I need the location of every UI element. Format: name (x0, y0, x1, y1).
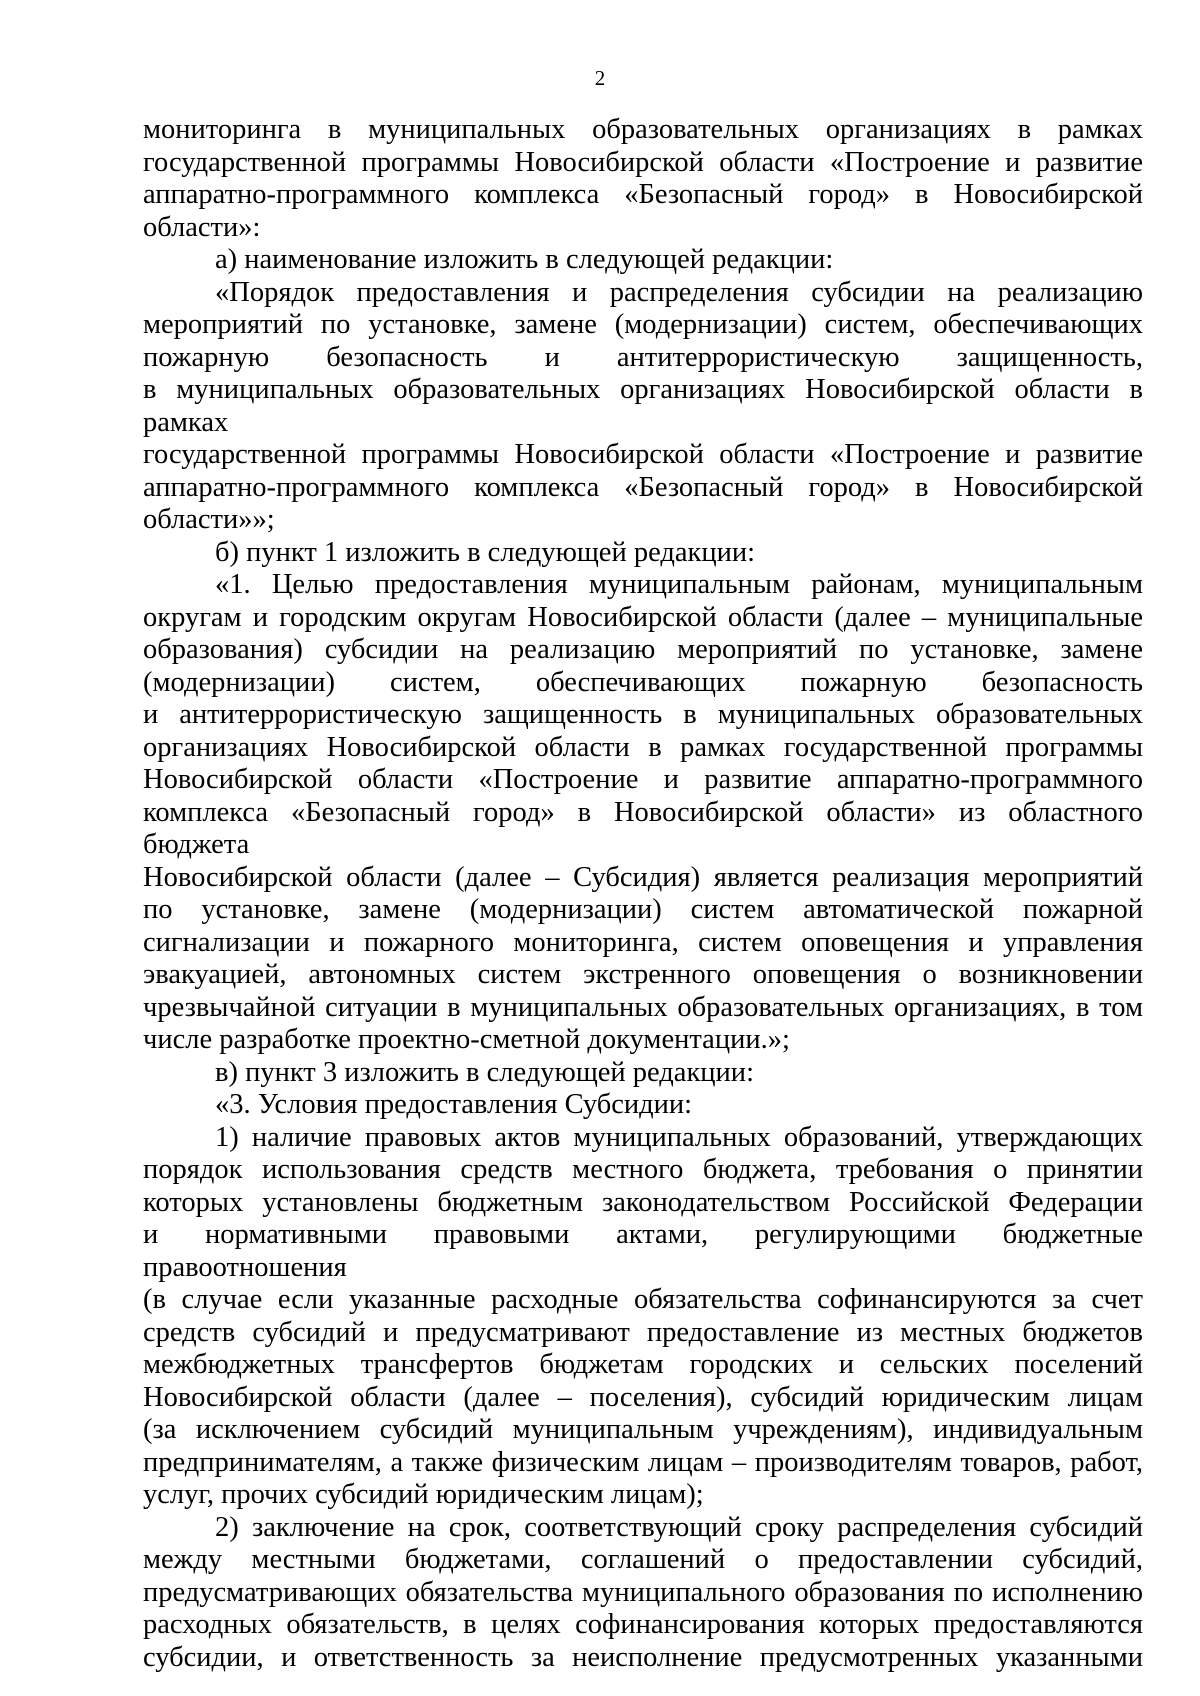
text-line: и антитеррористическую защищенность в муниципальных образовательных (143, 699, 1143, 730)
text-line: «1. Целью предоставления муниципальным районам, муниципальным (215, 569, 1143, 600)
text-line: области»»; (143, 504, 275, 535)
text-line: 1) наличие правовых актов муниципальных образований, утверждающих (215, 1121, 1143, 1153)
text-line: услуг, прочих субсидий юридическим лицам); (143, 1479, 704, 1510)
text-line: по установке, замене (модернизации) систем автоматической пожарной (143, 894, 1143, 925)
page-number: 2 (594, 66, 606, 90)
text-line: числе разработке проектно-сметной документации.»; (143, 1024, 790, 1055)
text-line: в) пункт 3 изложить в следующей редакции: (215, 1056, 754, 1088)
text-line: государственной программы Новосибирской области «Построение и развитие (143, 146, 1143, 178)
text-line: расходных обязательств, в целях софинансирования которых предоставляются (143, 1609, 1143, 1640)
text-line: образования) субсидии на реализацию мероприятий по установке, замене (143, 634, 1143, 665)
text-line: предусматривающих обязательства муниципального образования по исполнению (143, 1576, 1143, 1608)
text-line: Новосибирской области (далее – Субсидия) является реализация мероприятий (143, 861, 1143, 893)
text-line: Новосибирской области «Построение и развитие аппаратно-программного (143, 764, 1143, 795)
text-line: межбюджетных трансфертов бюджетам городских и сельских поселений (143, 1349, 1143, 1380)
text-line: мониторинга в муниципальных образовательных организациях в рамках (143, 114, 1143, 145)
text-line: средств субсидий и предусматривают предоставление из местных бюджетов (143, 1316, 1143, 1348)
text-line: Новосибирской области (далее – поселения), субсидий юридическим лицам (143, 1381, 1143, 1413)
text-line: «3. Условия предоставления Субсидии: (215, 1089, 693, 1120)
text-line: «Порядок предоставления и распределения субсидии на реализацию (215, 276, 1143, 308)
document-body (143, 114, 1143, 1674)
text-line: и нормативными правовыми актами, регулирующими бюджетные правоотношения (143, 1219, 1143, 1283)
text-line: (в случае если указанные расходные обязательства софинансируются за счет (143, 1284, 1143, 1315)
text-line: мероприятий по установке, замене (модернизации) систем, обеспечивающих (143, 309, 1143, 340)
text-line: порядок использования средств местного бюджета, требования о принятии (143, 1154, 1143, 1185)
text-line: аппаратно-программного комплекса «Безопасный город» в Новосибирской (143, 471, 1143, 503)
text-line: государственной программы Новосибирской области «Построение и развитие (143, 439, 1143, 470)
text-line: пожарную безопасность и антитеррористическую защищенность, (143, 341, 1143, 373)
text-line: области»: (143, 211, 261, 243)
text-line: а) наименование изложить в следующей редакции: (215, 244, 834, 275)
text-line: между местными бюджетами, соглашений о предоставлении субсидий, (143, 1544, 1143, 1575)
text-line: в муниципальных образовательных организациях Новосибирской области в рамках (143, 374, 1143, 438)
text-line: (модернизации) систем, обеспечивающих пожарную безопасность (143, 666, 1143, 698)
text-line: б) пункт 1 изложить в следующей редакции: (215, 536, 756, 568)
text-line: эвакуацией, автономных систем экстренного оповещения о возникновении (143, 959, 1143, 990)
text-line: организациях Новосибирской области в рамках государственной программы (143, 731, 1143, 763)
text-line: субсидии, и ответственность за неисполнение предусмотренных указанными (143, 1641, 1143, 1673)
text-line: аппаратно-программного комплекса «Безопасный город» в Новосибирской (143, 179, 1143, 210)
text-line: чрезвычайной ситуации в муниципальных образовательных организациях, в том (143, 991, 1143, 1023)
text-line: сигнализации и пожарного мониторинга, систем оповещения и управления (143, 926, 1143, 958)
text-line: комплекса «Безопасный город» в Новосибирской области» из областного бюджета (143, 796, 1143, 860)
text-line: 2) заключение на срок, соответствующий сроку распределения субсидий (215, 1511, 1143, 1543)
text-line: которых установлены бюджетным законодательством Российской Федерации (143, 1186, 1143, 1218)
text-line: округам и городским округам Новосибирской области (далее – муниципальные (143, 601, 1143, 633)
text-line: предпринимателям, а также физическим лицам – производителям товаров, работ, (143, 1446, 1143, 1478)
text-line: (за исключением субсидий муниципальным учреждениям), индивидуальным (143, 1414, 1143, 1445)
